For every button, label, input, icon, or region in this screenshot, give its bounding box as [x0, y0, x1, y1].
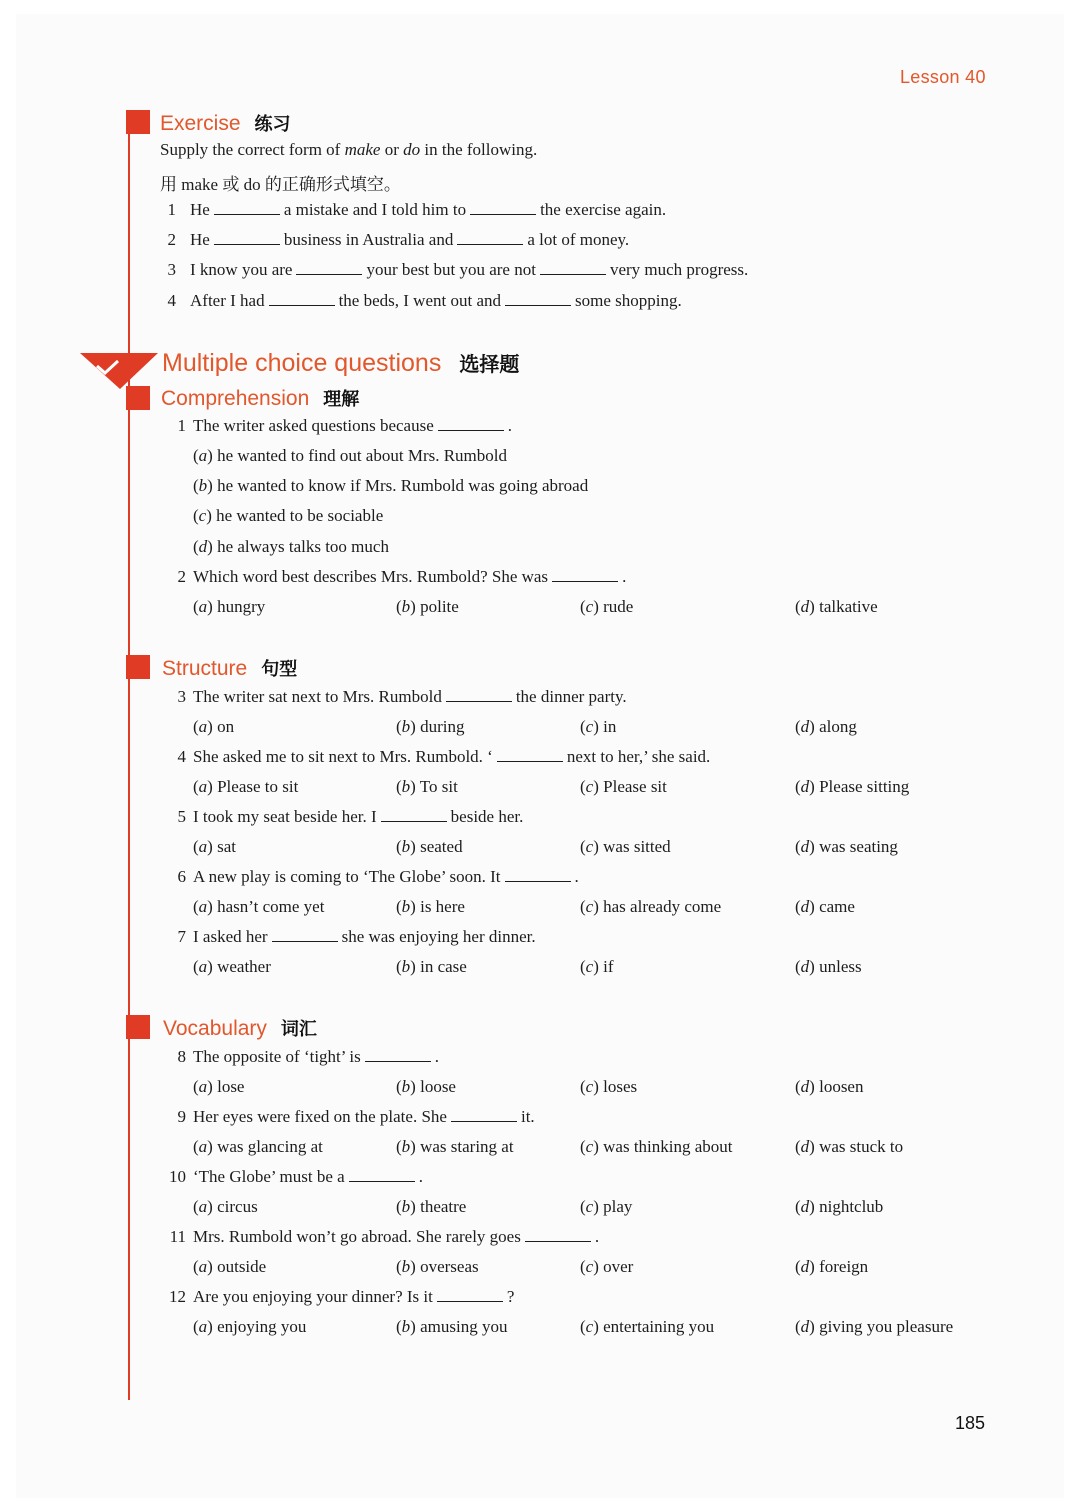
option-text: play	[603, 1197, 633, 1216]
option-letter: a	[198, 1317, 208, 1336]
question-ending: beside her.	[450, 807, 524, 827]
answer-option: (b) is here	[396, 897, 465, 917]
answer-blank	[214, 202, 280, 215]
option-letter: a	[198, 777, 208, 797]
question-row	[162, 567, 626, 587]
answer-blank	[552, 569, 618, 582]
question-text: Are you enjoying your dinner? Is it	[193, 1287, 433, 1306]
option-letter: c	[585, 837, 594, 857]
question-number: 11	[169, 1227, 186, 1246]
question-row	[162, 867, 579, 887]
option-text: in	[603, 717, 617, 736]
option-text: during	[420, 717, 465, 736]
answer-option: (a) sat	[193, 837, 236, 857]
answer-option: (d) was stuck to	[795, 1137, 904, 1156]
item-text: I know you are	[190, 260, 293, 280]
answer-option: (b) was staring at	[396, 1137, 514, 1156]
item-text: some shopping.	[574, 290, 682, 310]
answer-option: (d) foreign	[795, 1257, 869, 1276]
option-letter: d	[800, 1137, 810, 1156]
option-letter: b	[401, 1317, 411, 1336]
option-text: he always talks too much	[217, 536, 389, 556]
option-text: was stuck to	[819, 1137, 904, 1156]
comprehension-marker	[126, 386, 150, 410]
answer-option: (d) giving you pleasure	[795, 1317, 954, 1336]
answer-option: (a) he wanted to find out about Mrs. Rumbold	[193, 446, 508, 465]
page-number: 185	[955, 1413, 986, 1433]
answer-blank	[505, 293, 571, 306]
option-text: has already come	[603, 897, 722, 917]
option-text: he wanted to be sociable	[216, 506, 384, 526]
option-text: hungry	[217, 597, 266, 616]
option-letter: a	[198, 446, 208, 465]
answer-option: (b) overseas	[396, 1257, 479, 1276]
option-text: giving you pleasure	[819, 1317, 954, 1336]
option-text: To sit	[419, 777, 458, 797]
option-letter: d	[800, 777, 810, 797]
answer-blank	[497, 749, 563, 762]
option-letter: c	[585, 1317, 594, 1336]
item-text: a lot of money.	[527, 230, 630, 250]
option-text: is here	[420, 897, 465, 917]
option-text: came	[819, 897, 855, 917]
answer-option: (b) seated	[396, 837, 463, 857]
answer-option: (b) during	[396, 717, 465, 736]
option-letter: a	[198, 1197, 208, 1216]
item-number: 4	[167, 290, 176, 310]
exercise-instruction: Supply the correct form of make or do in the following.	[160, 140, 538, 159]
option-letter: d	[800, 1197, 810, 1216]
exercise-item	[160, 260, 748, 280]
option-text: loose	[420, 1077, 456, 1096]
option-text: talkative	[819, 597, 878, 616]
option-text: Please sit	[603, 777, 667, 797]
question-text: She asked me to sit next to Mrs. Rumbold. ‘	[193, 747, 493, 767]
option-letter: c	[585, 717, 594, 736]
exercise-item	[160, 291, 682, 311]
item-text: He	[190, 200, 210, 219]
answer-option: (d) unless	[795, 957, 862, 977]
question-text: Mrs. Rumbold won’t go abroad. She rarely goes	[193, 1227, 521, 1246]
item-number: 3	[167, 260, 176, 280]
option-text: was sitted	[603, 837, 671, 857]
answer-option: (a) Please to sit	[193, 777, 299, 797]
answer-option: (c) if	[580, 957, 614, 977]
option-letter: d	[800, 897, 810, 917]
option-text: rude	[603, 597, 634, 616]
answer-blank	[296, 262, 362, 275]
answer-option: (a) on	[193, 717, 235, 736]
question-text: Her eyes were fixed on the plate. She	[193, 1107, 447, 1126]
answer-option: (d) he always talks too much	[193, 536, 389, 556]
exercise-title: Exercise	[160, 112, 241, 135]
option-letter: a	[198, 1077, 208, 1096]
answer-option: (b) amusing you	[396, 1317, 508, 1336]
option-text: polite	[420, 597, 459, 616]
answer-option: (c) he wanted to be sociable	[193, 506, 384, 526]
answer-option: (b) in case	[396, 957, 467, 977]
question-text: I asked her	[193, 927, 268, 947]
answer-option: (a) hungry	[193, 597, 266, 616]
option-letter: d	[800, 1317, 810, 1336]
comprehension-title: Comprehension	[161, 387, 310, 410]
answer-option: (c) has already come	[580, 897, 722, 917]
question-row	[162, 1107, 535, 1127]
option-letter: c	[585, 1137, 594, 1156]
option-letter: d	[800, 957, 810, 977]
option-text: was seating	[819, 837, 898, 857]
vocabulary-title: Vocabulary	[163, 1017, 267, 1040]
answer-option: (a) enjoying you	[193, 1317, 307, 1336]
option-letter: a	[198, 897, 208, 917]
option-letter: d	[800, 597, 810, 616]
question-text: The writer sat next to Mrs. Rumbold	[193, 687, 442, 706]
mcq-heading	[162, 348, 519, 378]
question-number: 2	[177, 567, 186, 586]
question-row	[162, 1167, 423, 1187]
question-number: 7	[177, 927, 186, 947]
option-letter: c	[585, 1257, 594, 1276]
exercise-heading	[160, 110, 291, 136]
question-ending: next to her,’ she said.	[566, 747, 711, 767]
answer-option: (d) Please sitting	[795, 777, 910, 797]
option-letter: d	[800, 717, 810, 736]
option-letter: b	[198, 476, 208, 496]
mcq-title: Multiple choice questions	[162, 349, 442, 377]
comprehension-heading	[161, 385, 359, 411]
option-text: along	[819, 717, 857, 736]
option-text: lose	[217, 1077, 245, 1096]
option-text: seated	[420, 837, 463, 857]
answer-option: (b) loose	[396, 1077, 456, 1096]
answer-option: (a) lose	[193, 1077, 245, 1096]
option-letter: a	[198, 1257, 208, 1276]
question-number: 8	[177, 1047, 186, 1066]
question-row	[162, 927, 536, 947]
vocabulary-heading	[163, 1015, 317, 1041]
answer-option: (a) hasn’t come yet	[193, 897, 325, 917]
answer-option: (b) he wanted to know if Mrs. Rumbold was going abroad	[193, 476, 589, 496]
question-ending: .	[507, 416, 512, 435]
structure-title-cn: 句型	[261, 659, 298, 679]
exercise-instruction-cn: 用 make 或 do 的正确形式填空。	[160, 175, 401, 194]
answer-blank	[451, 1109, 517, 1122]
option-letter: d	[800, 1077, 810, 1096]
question-text: The opposite of ‘tight’ is	[193, 1047, 361, 1066]
option-text: nightclub	[819, 1197, 884, 1216]
option-text: amusing you	[420, 1317, 508, 1336]
option-letter: a	[198, 597, 208, 616]
option-text: Please sitting	[819, 777, 910, 797]
checkmark-flag-icon	[80, 351, 160, 391]
question-row	[162, 747, 710, 767]
item-text: He	[190, 230, 210, 250]
question-text: Which word best describes Mrs. Rumbold? She was	[193, 567, 549, 586]
item-text: the exercise again.	[540, 200, 667, 219]
question-ending: she was enjoying her dinner.	[341, 927, 536, 947]
question-text: I took my seat beside her. I	[193, 807, 377, 827]
answer-option: (a) weather	[193, 957, 271, 977]
answer-option: (c) rude	[580, 597, 634, 616]
question-ending: the dinner party.	[515, 687, 627, 706]
answer-blank	[437, 1289, 503, 1302]
item-text: After I had	[190, 290, 265, 310]
option-letter: d	[800, 1257, 810, 1276]
option-letter: b	[401, 1197, 411, 1216]
answer-option: (c) was sitted	[580, 837, 671, 857]
option-text: loses	[603, 1077, 638, 1096]
option-letter: b	[401, 897, 411, 917]
question-row	[162, 1227, 599, 1247]
option-text: he wanted to find out about Mrs. Rumbold	[217, 446, 508, 465]
question-row	[162, 687, 627, 707]
answer-option: (d) talkative	[795, 597, 878, 616]
answer-blank	[365, 1049, 431, 1062]
answer-option: (b) To sit	[396, 777, 458, 797]
answer-blank	[457, 232, 523, 245]
answer-option: (b) theatre	[396, 1197, 467, 1216]
question-ending: it.	[520, 1107, 535, 1126]
option-letter: c	[198, 506, 207, 526]
answer-blank	[470, 202, 536, 215]
answer-blank	[269, 293, 335, 306]
question-number: 6	[177, 867, 186, 887]
comprehension-title-cn: 理解	[323, 389, 360, 409]
answer-option: (d) was seating	[795, 837, 898, 857]
answer-option: (d) came	[795, 897, 855, 917]
question-row	[162, 1287, 514, 1307]
option-letter: c	[585, 1077, 594, 1096]
answer-blank	[272, 929, 338, 942]
question-number: 3	[177, 687, 186, 706]
item-text: very much progress.	[609, 260, 749, 280]
option-text: was thinking about	[603, 1137, 733, 1156]
answer-option: (a) was glancing at	[193, 1137, 323, 1156]
option-text: circus	[217, 1197, 258, 1216]
question-ending: .	[622, 567, 627, 586]
option-letter: b	[401, 1077, 411, 1096]
question-ending: .	[418, 1167, 423, 1186]
structure-marker	[126, 655, 150, 679]
question-row	[162, 416, 512, 436]
option-text: unless	[819, 957, 862, 977]
answer-option: (d) along	[795, 717, 857, 736]
option-letter: c	[585, 897, 594, 917]
option-text: was glancing at	[217, 1137, 323, 1156]
lesson-label: Lesson 40	[900, 67, 986, 87]
answer-option: (c) in	[580, 717, 617, 736]
question-ending: .	[594, 1227, 600, 1246]
option-letter: a	[198, 957, 208, 977]
answer-blank	[505, 869, 571, 882]
exercise-item	[160, 200, 666, 220]
answer-option: (d) nightclub	[795, 1197, 884, 1216]
exercise-marker	[126, 110, 150, 134]
option-text: hasn’t come yet	[217, 897, 325, 917]
option-text: over	[603, 1257, 634, 1276]
option-letter: b	[401, 1137, 411, 1156]
question-ending: .	[574, 867, 579, 887]
exercise-item	[160, 230, 629, 250]
question-number: 10	[169, 1167, 186, 1186]
option-letter: d	[800, 837, 810, 857]
answer-blank	[214, 232, 280, 245]
option-letter: b	[401, 837, 411, 857]
question-row	[162, 807, 523, 827]
option-letter: b	[401, 1257, 411, 1276]
item-text: business in Australia and	[283, 230, 454, 250]
option-letter: c	[585, 957, 594, 977]
option-text: loosen	[819, 1077, 864, 1096]
option-letter: b	[401, 777, 411, 797]
item-number: 2	[167, 230, 176, 250]
option-text: overseas	[420, 1257, 479, 1276]
question-ending: .	[434, 1047, 440, 1066]
option-letter: a	[198, 837, 208, 857]
question-row	[162, 1047, 439, 1067]
answer-option: (c) was thinking about	[580, 1137, 733, 1156]
mcq-title-cn: 选择题	[459, 354, 520, 376]
answer-blank	[540, 262, 606, 275]
option-text: weather	[217, 957, 271, 977]
option-text: outside	[217, 1257, 267, 1276]
answer-option: (c) Please sit	[580, 777, 667, 797]
item-text: a mistake and I told him to	[283, 200, 467, 219]
option-text: if	[603, 957, 614, 977]
question-text: The writer asked questions because	[193, 416, 434, 435]
option-letter: c	[585, 777, 594, 797]
answer-option: (a) circus	[193, 1197, 258, 1216]
answer-option: (c) over	[580, 1257, 634, 1276]
option-letter: d	[198, 536, 208, 556]
answer-option: (a) outside	[193, 1257, 267, 1276]
option-text: Please to sit	[217, 777, 299, 797]
option-text: he wanted to know if Mrs. Rumbold was going abroad	[217, 476, 589, 496]
answer-option: (b) polite	[396, 597, 459, 616]
option-text: foreign	[819, 1257, 869, 1276]
option-text: theatre	[420, 1197, 467, 1216]
answer-blank	[438, 418, 504, 431]
vocabulary-marker	[126, 1015, 150, 1039]
option-letter: b	[401, 717, 411, 736]
answer-blank	[525, 1229, 591, 1242]
option-text: enjoying you	[217, 1317, 307, 1336]
option-text: entertaining you	[603, 1317, 715, 1336]
answer-blank	[446, 689, 512, 702]
answer-blank	[349, 1169, 415, 1182]
item-text: the beds, I went out and	[338, 290, 501, 310]
option-letter: b	[401, 597, 411, 616]
answer-option: (c) loses	[580, 1077, 638, 1096]
option-letter: a	[198, 1137, 208, 1156]
question-number: 4	[177, 747, 186, 767]
option-text: in case	[420, 957, 467, 977]
question-text: A new play is coming to ‘The Globe’ soon. It	[193, 867, 501, 887]
vocabulary-title-cn: 词汇	[280, 1019, 317, 1039]
question-text: ‘The Globe’ must be a	[193, 1167, 345, 1186]
exercise-title-cn: 练习	[254, 114, 291, 134]
question-number: 12	[169, 1287, 186, 1306]
answer-blank	[381, 809, 447, 822]
question-number: 1	[177, 416, 186, 435]
option-letter: b	[401, 957, 411, 977]
structure-title: Structure	[162, 657, 248, 680]
margin-rule	[128, 110, 130, 1400]
option-letter: a	[198, 717, 208, 736]
option-letter: c	[585, 1197, 594, 1216]
item-number: 1	[167, 200, 176, 219]
question-ending: ?	[506, 1287, 515, 1306]
answer-option: (c) entertaining you	[580, 1317, 715, 1336]
answer-option: (d) loosen	[795, 1077, 864, 1096]
answer-option: (c) play	[580, 1197, 633, 1216]
option-text: was staring at	[420, 1137, 514, 1156]
structure-heading	[162, 655, 297, 681]
question-number: 5	[177, 807, 186, 827]
option-text: on	[217, 717, 235, 736]
question-number: 9	[177, 1107, 186, 1126]
option-letter: c	[585, 597, 594, 616]
option-text: sat	[217, 837, 236, 857]
item-text: your best but you are not	[366, 260, 536, 280]
